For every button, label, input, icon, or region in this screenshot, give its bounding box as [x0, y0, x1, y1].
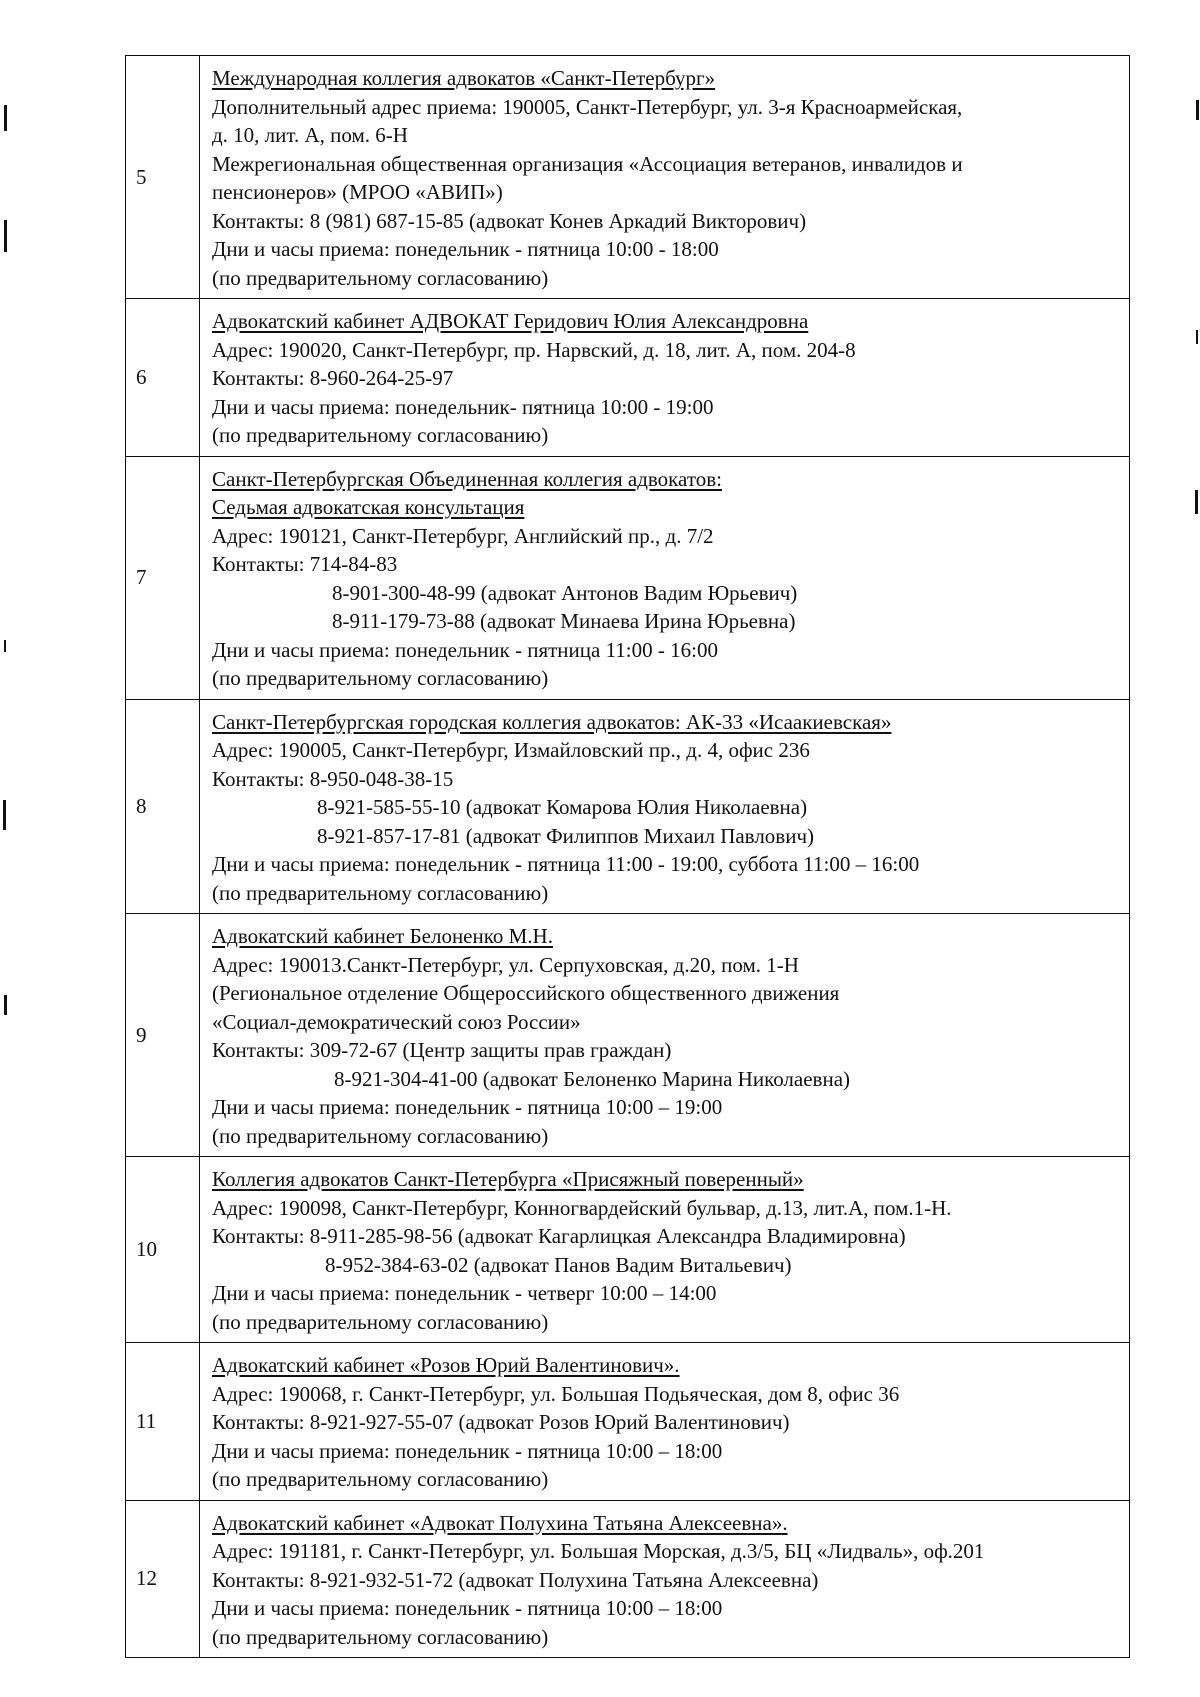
scan-mark: [4, 640, 6, 652]
info-line: Дни и часы приема: понедельник - пятница 10:00 – 18:00: [212, 1596, 723, 1620]
info-line: (по предварительному согласованию): [212, 265, 549, 290]
row-number: 10: [126, 1157, 200, 1343]
info-line: Контакты: 8-911-285-98-56 (адвокат Кагарлицкая Александра Владимировна): [212, 1224, 906, 1248]
row-content: [200, 299, 1130, 457]
info-line: Контакты: 8-921-932-51-72 (адвокат Полухина Татьяна Алексеевна): [212, 1567, 819, 1592]
info-line: (по предварительному согласованию): [212, 1467, 549, 1491]
info-line: 8-952-384-63-02 (адвокат Панов Вадим Витальевич): [325, 1252, 792, 1277]
info-line: Дни и часы приема: понедельник - пятница 10:00 - 18:00: [212, 237, 719, 261]
table-row: [126, 1157, 1130, 1343]
table-row: [126, 456, 1130, 699]
info-line: Адрес: 190121, Санкт-Петербург, Английский пр., д. 7/2: [212, 523, 714, 548]
info-line: 8-921-857-17-81 (адвокат Филиппов Михаил Павлович): [317, 823, 815, 848]
info-line: «Социал-демократический союз России»: [212, 1009, 581, 1034]
info-line: (по предварительному согласованию): [212, 1309, 549, 1334]
table-row: [126, 1500, 1130, 1658]
info-line: Адрес: 191181, г. Санкт-Петербург, ул. Большая Морская, д.3/5, БЦ «Лидваль», оф.201: [212, 1539, 985, 1563]
organization-title: Коллегия адвокатов Санкт-Петербурга «Присяжный поверенный»: [212, 1167, 804, 1191]
row-number: 8: [126, 699, 200, 914]
row-number: 6: [126, 299, 200, 457]
organization-title: Адвокатский кабинет АДВОКАТ Геридович Юлия Александровна: [212, 309, 809, 333]
info-line: Контакты: 714-84-83: [212, 552, 398, 576]
scan-mark: [3, 800, 6, 830]
info-line: (по предварительному согласованию): [212, 666, 549, 690]
info-line: Дни и часы приема: понедельник - пятница 11:00 - 16:00: [212, 637, 718, 662]
scan-mark: [1196, 100, 1199, 120]
info-line: Контакты: 8-960-264-25-97: [212, 366, 454, 390]
row-content: [200, 56, 1130, 299]
info-line: д. 10, лит. А, пом. 6-Н: [212, 123, 408, 147]
info-line: пенсионеров» (МРОО «АВИП»): [212, 180, 503, 204]
info-line: Адрес: 190020, Санкт-Петербург, пр. Нарвский, д. 18, лит. А, пом. 204-8: [212, 337, 856, 362]
scan-mark: [1195, 490, 1198, 514]
row-content: [200, 914, 1130, 1157]
scan-mark: [4, 220, 7, 252]
organization-title: Адвокатский кабинет Белоненко М.Н.: [212, 924, 553, 948]
table-row: [126, 299, 1130, 457]
table-row: [126, 699, 1130, 914]
info-line: Дни и часы приема: понедельник - пятница 10:00 – 19:00: [212, 1095, 723, 1119]
row-content: [200, 456, 1130, 699]
row-content: [200, 1343, 1130, 1501]
organization-title: Международная коллегия адвокатов «Санкт-Петербург»: [212, 66, 716, 90]
info-line: (по предварительному согласованию): [212, 880, 549, 905]
info-line: Контакты: 8-921-927-55-07 (адвокат Розов Юрий Валентинович): [212, 1410, 790, 1434]
organization-title: Седьмая адвокатская консультация: [212, 495, 525, 519]
lawyers-table: [125, 55, 1130, 1658]
info-line: Дни и часы приема: понедельник - пятница 10:00 – 18:00: [212, 1438, 723, 1463]
info-line: Дни и часы приема: понедельник - пятница 11:00 - 19:00, суббота 11:00 – 16:00: [212, 852, 920, 876]
info-line: (Региональное отделение Общероссийского общественного движения: [212, 981, 840, 1005]
info-line: Адрес: 190013.Санкт-Петербург, ул. Серпуховская, д.20, пом. 1-Н: [212, 952, 799, 977]
organization-title: Санкт-Петербургская городская коллегия адвокатов: АК-33 «Исаакиевская»: [212, 709, 892, 734]
info-line: 8-911-179-73-88 (адвокат Минаева Ирина Юрьевна): [332, 609, 796, 633]
info-line: Контакты: 8-950-048-38-15: [212, 766, 454, 791]
info-line: 8-921-585-55-10 (адвокат Комарова Юлия Николаевна): [317, 795, 808, 819]
info-line: Межрегиональная общественная организация «Ассоциация ветеранов, инвалидов и: [212, 151, 963, 176]
info-line: Дни и часы приема: понедельник- пятница 10:00 - 19:00: [212, 394, 714, 419]
organization-title: Санкт-Петербургская Объединенная коллегия адвокатов:: [212, 466, 722, 491]
scan-mark: [4, 995, 7, 1015]
info-line: (по предварительному согласованию): [212, 1624, 549, 1649]
info-line: 8-921-304-41-00 (адвокат Белоненко Марина Николаевна): [334, 1066, 851, 1091]
row-content: [200, 1500, 1130, 1658]
row-content: [200, 699, 1130, 914]
row-number: 7: [126, 456, 200, 699]
info-line: Адрес: 190098, Санкт-Петербург, Конногвардейский бульвар, д.13, лит.А, пом.1-Н.: [212, 1195, 952, 1220]
info-line: (по предварительному согласованию): [212, 1123, 549, 1148]
table-row: [126, 1343, 1130, 1501]
row-number: 5: [126, 56, 200, 299]
row-number: 9: [126, 914, 200, 1157]
row-number: 11: [126, 1343, 200, 1501]
table-row: [126, 56, 1130, 299]
info-line: (по предварительному согласованию): [212, 423, 549, 447]
table-row: [126, 914, 1130, 1157]
info-line: Контакты: 8 (981) 687-15-85 (адвокат Конев Аркадий Викторович): [212, 208, 807, 233]
table-body: [126, 56, 1130, 1658]
organization-title: Адвокатский кабинет «Адвокат Полухина Татьяна Алексеевна».: [212, 1510, 788, 1535]
info-line: Адрес: 190005, Санкт-Петербург, Измайловский пр., д. 4, офис 236: [212, 738, 810, 762]
info-line: Дни и часы приема: понедельник - четверг 10:00 – 14:00: [212, 1281, 717, 1305]
info-line: Дополнительный адрес приема: 190005, Санкт-Петербург, ул. 3-я Красноармейская,: [212, 94, 963, 119]
scan-mark: [1196, 330, 1198, 344]
organization-title: Адвокатский кабинет «Розов Юрий Валентинович».: [212, 1353, 680, 1377]
row-number: 12: [126, 1500, 200, 1658]
info-line: 8-901-300-48-99 (адвокат Антонов Вадим Юрьевич): [332, 580, 798, 605]
scan-mark: [4, 105, 7, 131]
info-line: Адрес: 190068, г. Санкт-Петербург, ул. Большая Подьяческая, дом 8, офис 36: [212, 1381, 900, 1406]
info-line: Контакты: 309-72-67 (Центр защиты прав граждан): [212, 1038, 672, 1062]
row-content: [200, 1157, 1130, 1343]
